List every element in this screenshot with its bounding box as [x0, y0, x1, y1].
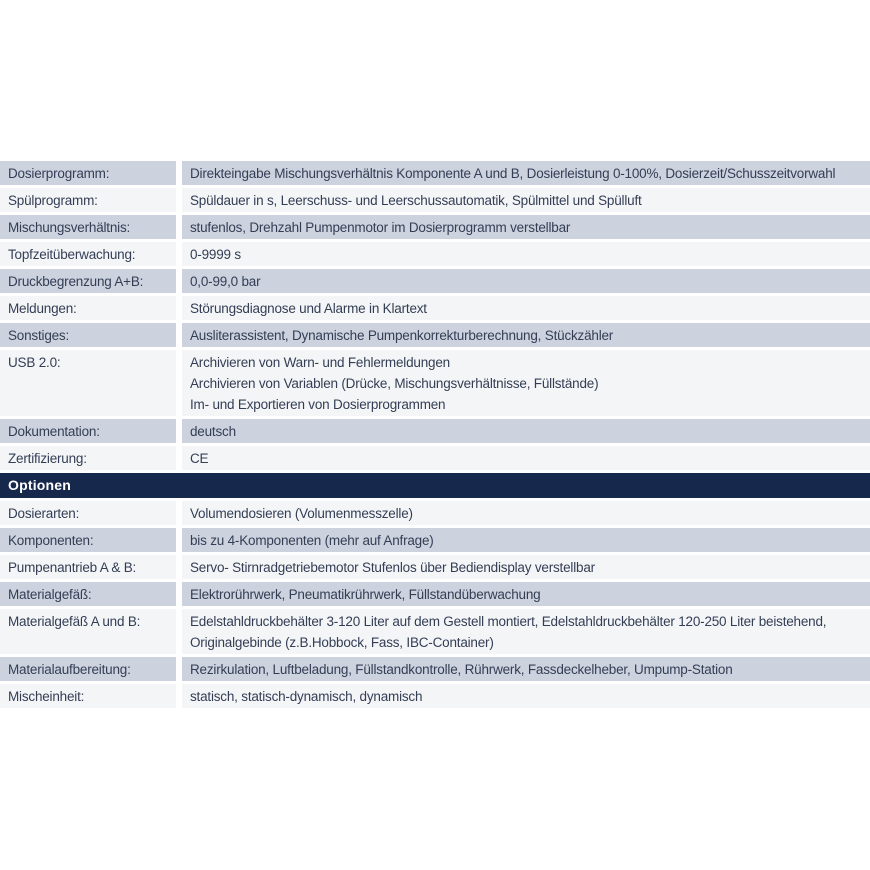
- spec-label: Dosierprogramm:: [0, 161, 176, 185]
- spec-label: Mischungsverhältnis:: [0, 215, 176, 239]
- spec-row: [0, 323, 870, 347]
- spec-row: [0, 161, 870, 185]
- spec-row: [0, 582, 870, 606]
- spec-value: [182, 350, 870, 416]
- spec-value: 0,0-99,0 bar: [182, 269, 870, 293]
- spec-row: [0, 528, 870, 552]
- spec-table: [0, 161, 870, 711]
- spec-value-line: Im- und Exportieren von Dosierprogrammen: [190, 396, 446, 412]
- spec-label: Materialgefäß:: [0, 582, 176, 606]
- spec-value: [182, 609, 870, 654]
- spec-label: Materialgefäß A und B:: [0, 609, 176, 654]
- spec-value: Elektrorührwerk, Pneumatikrührwerk, Füllstandüberwachung: [182, 582, 870, 606]
- section-header-row: [0, 473, 870, 498]
- spec-row: [0, 446, 870, 470]
- spec-value-line: Originalgebinde (z.B.Hobbock, Fass, IBC-Container): [190, 634, 494, 650]
- spec-label: Pumpenantrieb A & B:: [0, 555, 176, 579]
- spec-value: bis zu 4-Komponenten (mehr auf Anfrage): [182, 528, 870, 552]
- spec-label: Druckbegrenzung A+B:: [0, 269, 176, 293]
- spec-label: Zertifizierung:: [0, 446, 176, 470]
- spec-value: statisch, statisch-dynamisch, dynamisch: [182, 684, 870, 708]
- spec-label: Meldungen:: [0, 296, 176, 320]
- spec-value-line: Archivieren von Variablen (Drücke, Mischungsverhältnisse, Füllstände): [190, 375, 599, 391]
- spec-value: Ausliterassistent, Dynamische Pumpenkorrekturberechnung, Stückzähler: [182, 323, 870, 347]
- spec-label: Dosierarten:: [0, 501, 176, 525]
- spec-row: [0, 555, 870, 579]
- spec-row: [0, 419, 870, 443]
- spec-value: Direkteingabe Mischungsverhältnis Komponente A und B, Dosierleistung 0-100%, Dosierzeit/Schusszeitvorwahl: [182, 161, 870, 185]
- section-title: Optionen: [8, 477, 72, 493]
- spec-value: Rezirkulation, Luftbeladung, Füllstandkontrolle, Rührwerk, Fassdeckelheber, Umpump-Station: [182, 657, 870, 681]
- spec-row: [0, 501, 870, 525]
- spec-value-line: Archivieren von Warn- und Fehlermeldungen: [190, 354, 450, 370]
- spec-row: [0, 684, 870, 708]
- spec-row: [0, 269, 870, 293]
- spec-row: [0, 609, 870, 654]
- spec-row: [0, 188, 870, 212]
- spec-label: Mischeinheit:: [0, 684, 176, 708]
- spec-label: Sonstiges:: [0, 323, 176, 347]
- spec-value: Spüldauer in s, Leerschuss- und Leerschussautomatik, Spülmittel und Spülluft: [182, 188, 870, 212]
- spec-row: [0, 350, 870, 416]
- spec-label: USB 2.0:: [0, 350, 176, 416]
- spec-value: Störungsdiagnose und Alarme in Klartext: [182, 296, 870, 320]
- spec-row: [0, 242, 870, 266]
- spec-value-line: Edelstahldruckbehälter 3-120 Liter auf dem Gestell montiert, Edelstahldruckbehälter 120-250 Liter beistehend,: [190, 613, 827, 629]
- spec-label: Dokumentation:: [0, 419, 176, 443]
- spec-row: [0, 215, 870, 239]
- spec-value: stufenlos, Drehzahl Pumpenmotor im Dosierprogramm verstellbar: [182, 215, 870, 239]
- spec-row: [0, 296, 870, 320]
- spec-label: Komponenten:: [0, 528, 176, 552]
- spec-value: Servo- Stirnradgetriebemotor Stufenlos über Bediendisplay verstellbar: [182, 555, 870, 579]
- spec-value: Volumendosieren (Volumenmesszelle): [182, 501, 870, 525]
- spec-value: 0-9999 s: [182, 242, 870, 266]
- spec-label: Materialaufbereitung:: [0, 657, 176, 681]
- spec-value: deutsch: [182, 419, 870, 443]
- spec-label: Spülprogramm:: [0, 188, 176, 212]
- spec-label: Topfzeitüberwachung:: [0, 242, 176, 266]
- spec-row: [0, 657, 870, 681]
- spec-value: CE: [182, 446, 870, 470]
